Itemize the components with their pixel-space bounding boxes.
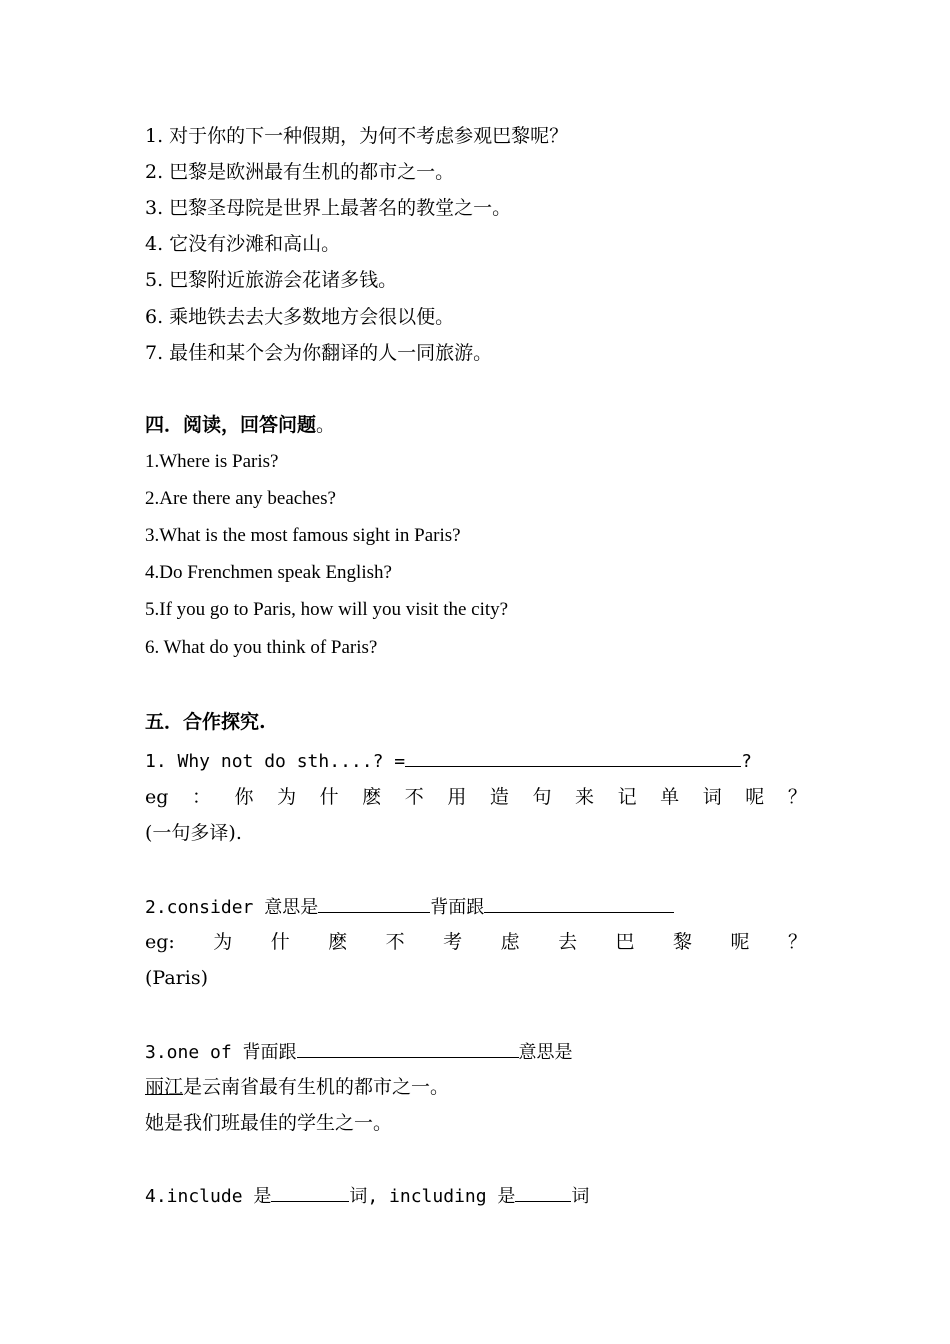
- section-heading-reading: [145, 413, 335, 437]
- answer-blank[interactable]: [318, 894, 430, 913]
- eg-char: 为: [213, 931, 233, 953]
- eg-char: eg: [145, 786, 169, 808]
- item-prompt: 2.consider 意思是: [145, 897, 319, 918]
- eg-char: 虑: [500, 931, 520, 953]
- eg-char: eg:: [145, 931, 175, 953]
- translation-item: 2. 巴黎是欧洲最有生机的都市之一。: [145, 161, 455, 183]
- section-heading-explore: 五．合作探究.: [145, 711, 266, 733]
- example-sentence-1: [145, 785, 807, 809]
- eg-char: 去: [558, 931, 578, 953]
- item-end: 意思是: [518, 1042, 573, 1063]
- answer-blank[interactable]: [405, 748, 741, 767]
- eg-char: 呢: [745, 786, 765, 808]
- eg-char: ？: [787, 931, 807, 953]
- reading-question: 4.Do Frenchmen speak English?: [145, 562, 392, 583]
- translation-item: 7. 最佳和某个会为你翻译的人一同旅游。: [145, 342, 493, 364]
- item-prompt: 1. Why not do sth....? =: [145, 751, 406, 772]
- item-mid: 背面跟: [430, 897, 485, 918]
- eg-char: 用: [447, 786, 467, 808]
- example-tail-1: (一句多译).: [145, 822, 242, 844]
- eg-char: 巴: [615, 931, 635, 953]
- answer-blank[interactable]: [484, 894, 674, 913]
- section-heading-end: 。: [316, 414, 336, 436]
- eg-char: 句: [532, 786, 552, 808]
- eg-char: 词: [702, 786, 722, 808]
- section-heading-text: 四．阅读，回答问题: [145, 414, 317, 436]
- eg-char: ：: [191, 786, 211, 808]
- translation-item: 4. 它没有沙滩和高山。: [145, 233, 341, 255]
- example-sentence-3a: [145, 1075, 449, 1099]
- eg-char: ？: [787, 786, 807, 808]
- item-prompt: 4.include 是: [145, 1186, 272, 1207]
- translation-item: 6. 乘地铁去去大多数地方会很以便。: [145, 306, 455, 328]
- eg-char: 黎: [673, 931, 693, 953]
- eg-char: 来: [575, 786, 595, 808]
- example-tail-2: (Paris): [145, 967, 208, 989]
- explore-item-1: [145, 748, 752, 774]
- answer-blank[interactable]: [271, 1183, 349, 1202]
- eg-char: 什: [319, 786, 339, 808]
- explore-item-2: [145, 894, 674, 920]
- reading-question: 1.Where is Paris?: [145, 451, 279, 472]
- eg-char: 单: [660, 786, 680, 808]
- item-end: 词: [571, 1186, 590, 1207]
- underlined-word: 丽江: [145, 1076, 184, 1098]
- answer-blank[interactable]: [297, 1039, 519, 1058]
- eg-char: 为: [277, 786, 297, 808]
- eg-char: 麽: [362, 786, 382, 808]
- eg-char: 不: [404, 786, 424, 808]
- reading-question: 2.Are there any beaches?: [145, 488, 336, 509]
- item-prompt: 3.one of 背面跟: [145, 1042, 297, 1063]
- reading-question: 3.What is the most famous sight in Paris?: [145, 525, 461, 546]
- item-mid: 词, including 是: [349, 1186, 516, 1207]
- reading-question: 5.If you go to Paris, how will you visit the city?: [145, 599, 509, 620]
- eg-char: 你: [234, 786, 254, 808]
- example-rest: 是云南省最有生机的都市之一。: [183, 1076, 450, 1098]
- eg-char: 什: [270, 931, 290, 953]
- translation-item: 3. 巴黎圣母院是世界上最著名的教堂之一。: [145, 197, 512, 219]
- answer-blank[interactable]: [515, 1183, 571, 1202]
- eg-char: 考: [443, 931, 463, 953]
- example-sentence-2: [145, 930, 807, 954]
- eg-char: 不: [385, 931, 405, 953]
- translation-item: 5. 巴黎附近旅游会花诸多钱。: [145, 269, 398, 291]
- translation-item: 1. 对于你的下一种假期，为何不考虑参观巴黎呢？: [145, 125, 569, 147]
- eg-char: 呢: [730, 931, 750, 953]
- eg-char: 麽: [328, 931, 348, 953]
- eg-char: 记: [617, 786, 637, 808]
- example-sentence-3b: 她是我们班最佳的学生之一。: [145, 1112, 393, 1134]
- eg-char: 造: [489, 786, 509, 808]
- explore-item-3: [145, 1039, 573, 1065]
- reading-question: 6. What do you think of Paris?: [145, 637, 378, 658]
- item-end: ?: [741, 751, 752, 772]
- explore-item-4: [145, 1183, 589, 1209]
